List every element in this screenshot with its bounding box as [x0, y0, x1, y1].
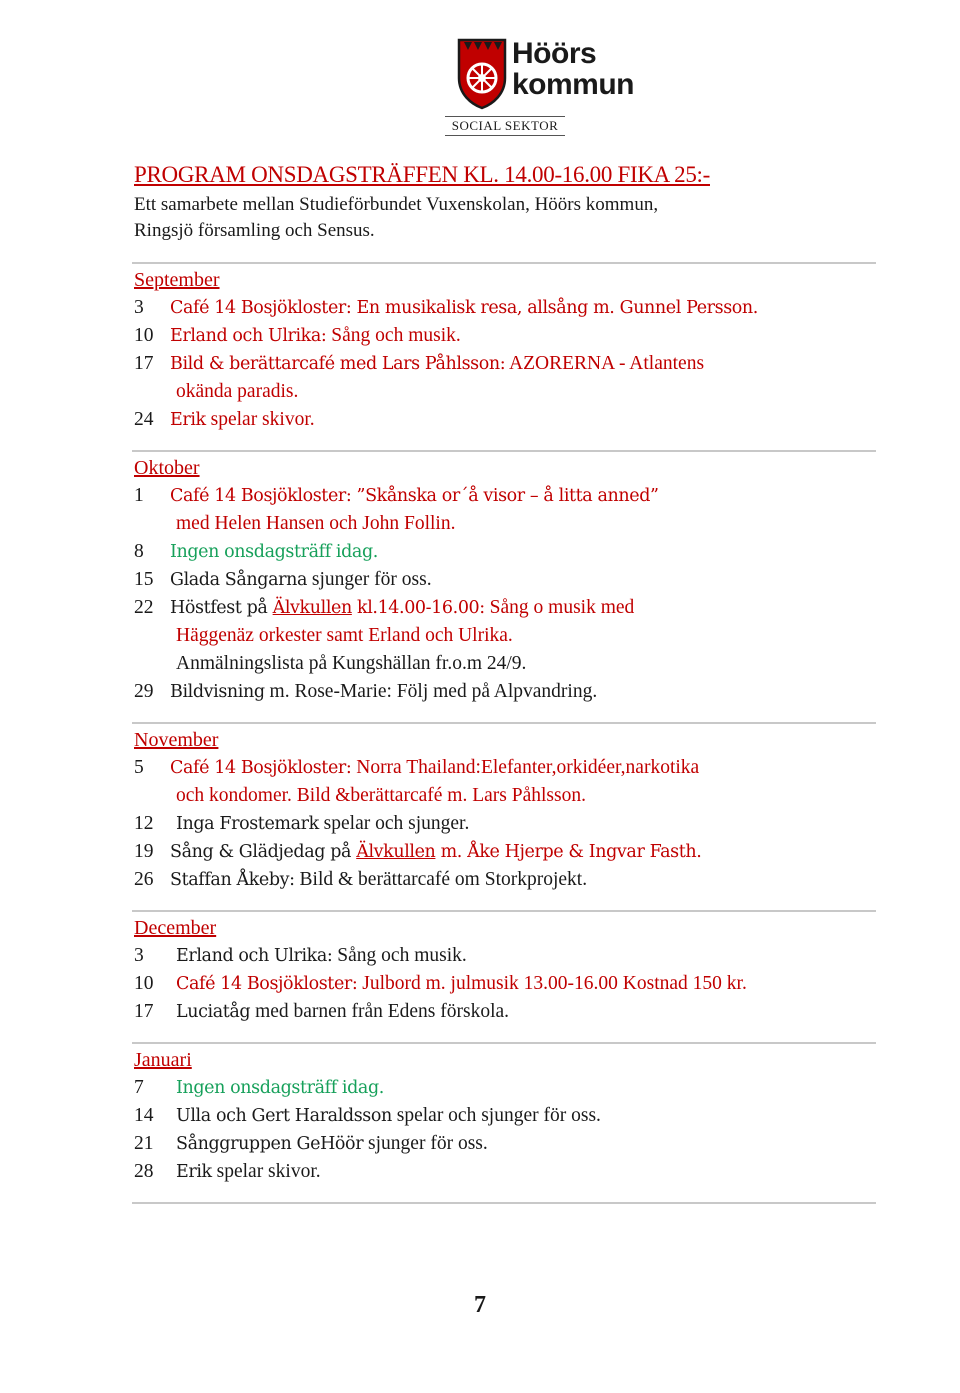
list-item — [134, 970, 876, 998]
event-day: 22 — [134, 597, 154, 618]
event-title: Erik — [176, 1162, 212, 1182]
event-title: Bildvisning — [170, 682, 265, 702]
section-oktober — [134, 454, 876, 706]
event-title: Glada Sångarna — [170, 570, 308, 590]
event-day: 26 — [134, 869, 154, 890]
list-item — [134, 1130, 876, 1158]
section-september — [134, 266, 876, 434]
event-title: Erik — [170, 410, 206, 430]
event-title: Inga Frostemark — [176, 814, 319, 834]
divider — [132, 262, 876, 264]
event-title: Erland och Ulrika: — [170, 326, 327, 346]
event-time: kl.14.00-16.00: — [351, 598, 485, 618]
event-detail: spelar skivor. — [205, 409, 315, 430]
event-title: Höstfest på — [170, 598, 273, 618]
month-heading: Oktober — [134, 457, 200, 479]
intro-line-2: Ringsjö församling och Sensus. — [134, 220, 375, 241]
list-item — [134, 1158, 876, 1186]
event-detail-cont: med Helen Hansen och John Follin. — [176, 513, 456, 534]
hoors-kommun-logo — [451, 36, 655, 140]
venue-name: Älvkullen — [356, 842, 436, 862]
event-day: 1 — [134, 485, 144, 506]
divider — [132, 1042, 876, 1044]
list-item — [134, 538, 876, 566]
section-december — [134, 914, 876, 1026]
event-title: Sånggruppen GeHöör — [176, 1134, 364, 1154]
event-title: Staffan Åkeby: — [170, 870, 295, 890]
venue-name: Älvkullen — [272, 598, 352, 618]
event-day: 3 — [134, 297, 144, 318]
divider — [132, 1202, 876, 1204]
section-januari — [134, 1046, 876, 1186]
program-document — [134, 158, 876, 1204]
event-detail: sjunger för oss. — [363, 1133, 488, 1154]
event-detail: Norra Thailand:Elefanter,orkidéer,narkotika — [351, 757, 700, 778]
event-detail: spelar skivor. — [211, 1161, 321, 1182]
event-detail: m. Åke Hjerpe & Ingvar Fasth. — [435, 842, 702, 862]
event-detail: Sång och musik. — [332, 945, 467, 966]
coat-of-arms-icon — [455, 38, 509, 110]
event-day: 10 — [134, 325, 154, 346]
month-heading: September — [134, 269, 220, 291]
divider — [132, 722, 876, 724]
list-item — [134, 406, 876, 434]
event-detail: Bild & berättarcafé om Storkprojekt. — [294, 869, 588, 890]
event-day: 17 — [134, 353, 154, 374]
event-detail-cont: och kondomer. Bild &berättarcafé m. Lars Påhlsson. — [176, 785, 586, 806]
event-detail-cont: Häggenäz orkester samt Erland och Ulrika. — [176, 625, 513, 646]
month-heading: December — [134, 917, 217, 939]
event-day: 10 — [134, 973, 154, 994]
list-item — [134, 566, 876, 594]
event-detail-cont: okända paradis. — [176, 381, 299, 402]
event-day: 8 — [134, 541, 144, 562]
event-day: 24 — [134, 409, 154, 430]
event-day: 28 — [134, 1161, 154, 1182]
list-item — [134, 1102, 876, 1130]
event-detail: m. Rose-Marie: Följ med på Alpvandring. — [264, 681, 598, 702]
event-title: Sång & Glädjedag på — [170, 842, 357, 862]
list-item — [134, 810, 876, 838]
event-detail: spelar och sjunger. — [318, 813, 470, 834]
month-heading: Januari — [134, 1049, 192, 1071]
event-title: Café 14 Bosjökloster: — [176, 974, 358, 994]
event-title: Café 14 Bosjökloster: En musikalisk resa, allsång m. Gunnel Persson. — [170, 298, 758, 318]
event-title: Ingen onsdagsträff idag. — [170, 542, 378, 562]
event-day: 19 — [134, 841, 154, 862]
event-detail: med barnen från Edens förskola. — [250, 1001, 510, 1022]
logo-line-2: kommun — [512, 68, 635, 101]
event-day: 5 — [134, 757, 144, 778]
event-detail: Sång o musik med — [484, 597, 635, 618]
event-day: 29 — [134, 681, 154, 702]
list-item — [134, 838, 876, 866]
list-item — [134, 866, 876, 894]
event-detail: sjunger för oss. — [307, 569, 432, 590]
event-day: 12 — [134, 813, 154, 834]
event-title: Luciatåg — [176, 1002, 251, 1022]
event-day: 14 — [134, 1105, 154, 1126]
event-day: 7 — [134, 1077, 144, 1098]
event-title: Café 14 Bosjökloster: ”Skånska or´å visor – å litta anned” — [170, 486, 659, 506]
list-item — [134, 754, 876, 782]
list-item — [134, 482, 876, 510]
intro-line-1: Ett samarbete mellan Studieförbundet Vuxenskolan, Höörs kommun, — [134, 194, 659, 215]
event-day: 15 — [134, 569, 154, 590]
event-title: Ulla och Gert Haraldsson — [176, 1106, 392, 1126]
divider — [132, 450, 876, 452]
event-day: 3 — [134, 945, 144, 966]
list-item — [134, 998, 876, 1026]
page-number: 7 — [474, 1292, 486, 1318]
event-day: 17 — [134, 1001, 154, 1022]
event-title: Bild & berättarcafé med Lars Påhlsson: — [170, 354, 506, 374]
logo-sector-label: SOCIAL SEKTOR — [445, 116, 565, 136]
list-item — [134, 294, 876, 322]
event-detail: Julbord m. julmusik 13.00-16.00 Kostnad 150 kr. — [357, 973, 747, 994]
list-item — [134, 942, 876, 970]
event-detail-cont: Anmälningslista på Kungshällan fr.o.m 24/9. — [176, 653, 527, 674]
event-detail: AZORERNA - Atlantens — [505, 353, 705, 374]
list-item — [134, 1074, 876, 1102]
event-detail: spelar och sjunger för oss. — [391, 1105, 601, 1126]
list-item — [134, 594, 876, 622]
section-november — [134, 726, 876, 894]
event-title: Café 14 Bosjökloster: — [170, 758, 352, 778]
list-item — [134, 350, 876, 378]
list-item — [134, 678, 876, 706]
month-heading: November — [134, 729, 219, 751]
page-title: PROGRAM ONSDAGSTRÄFFEN KL. 14.00-16.00 FIKA 25:- — [134, 162, 710, 187]
event-title: Ingen onsdagsträff idag. — [176, 1078, 384, 1098]
divider — [132, 910, 876, 912]
logo-wordmark — [512, 38, 634, 100]
logo-line-1: Höörs — [512, 37, 597, 70]
event-day: 21 — [134, 1133, 154, 1154]
event-detail: Sång och musik. — [326, 325, 461, 346]
event-title: Erland och Ulrika: — [176, 946, 333, 966]
list-item — [134, 322, 876, 350]
